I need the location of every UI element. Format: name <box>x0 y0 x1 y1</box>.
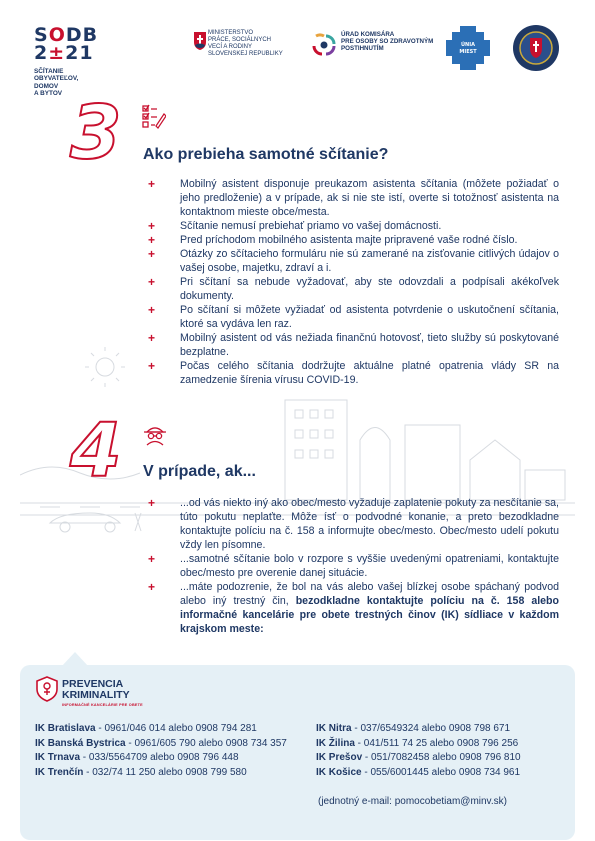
contact-row: IK Trnava - 033/5564709 alebo 0908 796 448 <box>35 752 239 763</box>
sodb-logo: SODB 2±21 <box>34 24 99 64</box>
panel-notch <box>62 652 88 666</box>
list-item: + Mobilný asistent od vás nežiada finančnú hotovosť, tieto služby sú poskytované bezplatne. <box>148 331 559 358</box>
sodb-subtitle: SČÍTANIE OBYVATEĽOV, DOMOV A BYTOV <box>34 68 79 98</box>
svg-text:MIEST: MIEST <box>459 49 477 55</box>
contacts-right <box>316 722 521 780</box>
contact-row: IK Žilina - 041/511 74 25 alebo 0908 796 256 <box>316 737 519 749</box>
svg-text:ÚNIA: ÚNIA <box>461 42 475 48</box>
prevencia-shield-icon <box>36 676 58 702</box>
spy-detective-icon <box>142 424 168 446</box>
list-item: + Pred príchodom mobilného asistenta majte pripravené vaše rodné číslo. <box>148 233 518 247</box>
prevencia-subtitle: INFORMAČNÉ KANCELÁRIE PRE OBETE <box>62 703 143 707</box>
section-4-list <box>148 496 559 636</box>
email-line[interactable]: (jednotný e-mail: pomocobetiam@minv.sk) <box>318 796 507 807</box>
prevencia-title: PREVENCIA KRIMINALITY <box>62 678 130 701</box>
list-item: + Počas celého sčítania dodržujte aktuálne platné opatrenia vlády SR na zamedzenie šírenia vírusu COVID-19. <box>148 359 559 386</box>
unia-miest-logo-icon <box>446 26 490 70</box>
list-item: + ...od vás niekto iný ako obec/mesto vyžaduje zaplatenie pokuty za nesčítanie sa, túto pokutu neplaťte. Môže ísť o podvodné konanie, a preto bezodkladne kontaktujte políciu na č. 158 a informujte obec/mesto. Obec/mesto udelí pokutu vždy len písomne. <box>148 496 559 551</box>
commissioner-label: ÚRAD KOMISÁRA PRE OSOBY SO ZDRAVOTNÝM POSTIHNUTÍM <box>341 31 434 53</box>
section-4-number: 4 <box>70 408 122 494</box>
list-item: + Sčítanie nemusí prebiehať priamo vo vašej domácnosti. <box>148 219 442 233</box>
police-badge-icon <box>512 24 560 72</box>
slovak-coat-of-arms-icon <box>194 32 206 50</box>
ministry-label: MINISTERSTVO PRÁCE, SOCIÁLNYCH VECÍ A RODINY SLOVENSKEJ REPUBLIKY <box>208 30 283 57</box>
section-3-title: Ako prebieha samotné sčítanie? <box>143 146 389 163</box>
list-item: + Otázky zo sčítacieho formuláru nie sú zamerané na zisťovanie citlivých údajov o vašej osobe, majetku, zdraví a i. <box>148 247 559 274</box>
contacts-left <box>35 722 287 780</box>
contact-row: IK Trenčín - 032/74 11 250 alebo 0908 799 580 <box>35 766 247 778</box>
section-3-number: 3 <box>70 90 122 176</box>
contact-row: IK Košice - 055/6001445 alebo 0908 734 961 <box>316 766 521 778</box>
section-4-title: V prípade, ak... <box>143 463 256 480</box>
list-item: + Mobilný asistent disponuje preukazom asistenta sčítania (môžete požiadať o jeho predloženie) a v prípade, ak si nie ste istí, overte si totožnosť asistenta na kontaktnom mieste obce/mesta. <box>148 177 559 218</box>
list-item: + ...samotné sčítanie bolo v rozpore s vyššie uvedenými opatreniami, kontaktujte obec/mesto pre overenie danej situácie. <box>148 552 559 579</box>
contact-row: IK Prešov - 051/7082458 alebo 0908 796 810 <box>316 752 521 763</box>
contact-row: IK Banská Bystrica - 0961/605 790 alebo 0908 734 357 <box>35 737 287 749</box>
list-item: + Po sčítaní si môžete vyžiadať od asistenta potvrdenie o uskutočnení sčítania, ktoré sa vydáva len raz. <box>148 303 559 330</box>
contact-row: IK Bratislava - 0961/046 014 alebo 0908 794 281 <box>35 723 257 734</box>
list-item: + Pri sčítaní sa nebude vyžadovať, aby ste odovzdali a podpísali akékoľvek dokumenty. <box>148 275 559 302</box>
list-item: + ...máte podozrenie, že bol na vás alebo vašej blízkej osobe spáchaný podvod alebo iný trestný čin, bezodkladne kontaktujte políciu na č. 158 alebo informačné kancelárie pre obete trestných činov (IK) sídliace v každom krajskom meste: <box>148 580 559 635</box>
checklist-icon <box>142 104 166 130</box>
commissioner-logo-icon <box>310 32 338 58</box>
contact-row: IK Nitra - 037/6549324 alebo 0908 798 671 <box>316 723 511 734</box>
